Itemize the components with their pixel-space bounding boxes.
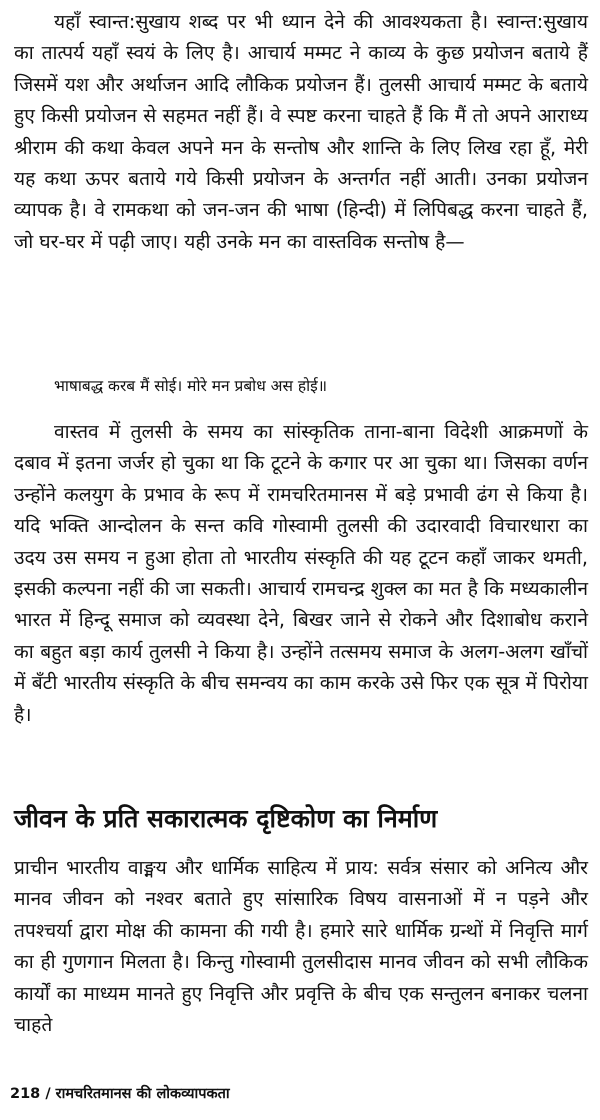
paragraph-3: प्राचीन भारतीय वाङ्मय और धार्मिक साहित्य में प्राय: सर्वत्र संसार को अनित्य और मानव जीवन को नश्वर बताते हुए सांसारिक विषय वासनाओं में न पड़ने और तपश्चर्या द्वारा मोक्ष की कामना की गयी है। हमारे सारे धार्मिक ग्रन्थों में निवृत्ति मार्ग का ही गुणगान मिलता है। किन्तु गोस्वामी तुलसीदास मानव जीवन को सभी लौकिक कार्यों का माध्यम मानते हुए निवृत्ति और प्रवृत्ति के बीच एक सन्तुलन बनाकर चलना चाहते bbox=[14, 856, 588, 1037]
paragraph-1: यहाँ स्वान्त:सुखाय शब्द पर भी ध्यान देने की आवश्यकता है। स्वान्त:सुखाय का तात्पर्य यहाँ स्वयं के लिए है। आचार्य मम्मट ने काव्य के कुछ प्रयोजन बताये हैं जिसमें यश और अर्थाजन आदि लौकिक प्रयोजन हैं। तुलसी आचार्य मम्मट के बताये हुए किसी प्रयोजन से सहमत नहीं हैं। वे स्पष्ट करना चाहते हैं कि मैं तो अपने आराध्य श्रीराम की कथा केवल अपने मन के सन्तोष और शान्ति के लिए लिख रहा हूँ, मेरी यह कथा ऊपर बताये गये किसी प्रयोजन के अन्तर्गत नहीं आती। उनका प्रयोजन व्यापक है। वे रामकथा को जन-जन की भाषा (हिन्दी) में लिपिबद्ध करना चाहते हैं, जो घर-घर में पढ़ी जाए। यही उनके मन का वास्तविक सन्तोष है— bbox=[14, 10, 588, 253]
paragraph-2: वास्तव में तुलसी के समय का सांस्कृतिक ताना-बाना विदेशी आक्रमणों के दबाव में इतना जर्जर हो चुका था कि टूटने के कगार पर आ चुका था। जिसका वर्णन उन्होंने कलयुग के प्रभाव के रूप में रामचरितमानस में बड़े प्रभावी ढंग से किया है। यदि भक्ति आन्दोलन के सन्त कवि गोस्वामी तुलसी की उदारवादी विचारधारा का उदय उस समय न हुआ होता तो भारतीय संस्कृति की यह टूटन कहाँ जाकर थमती, इसकी कल्पना नहीं की जा सकती। आचार्य रामचन्द्र शुक्ल का मत है कि मध्यकालीन भारत में हिन्दू समाज को व्यवस्था देने, बिखर जाने से रोकने और दिशाबोध कराने का बहुत बड़ा कार्य तुलसी ने किया है। उन्होंने तत्समय समाज के अलग-अलग खाँचों में बँटी भारतीय संस्कृति के बीच समन्वय का काम करके उसे फिर एक सूत्र में पिरोया है। bbox=[14, 420, 588, 726]
verse-quote: भाषाबद्ध करब मैं सोई। मोरे मन प्रबोध अस होई॥ bbox=[54, 377, 328, 395]
page-footer: 218 / रामचरितमानस की लोकव्यापकता bbox=[10, 1086, 230, 1102]
section-heading: जीवन के प्रति सकारात्मक दृष्टिकोण का निर्माण bbox=[14, 804, 438, 833]
